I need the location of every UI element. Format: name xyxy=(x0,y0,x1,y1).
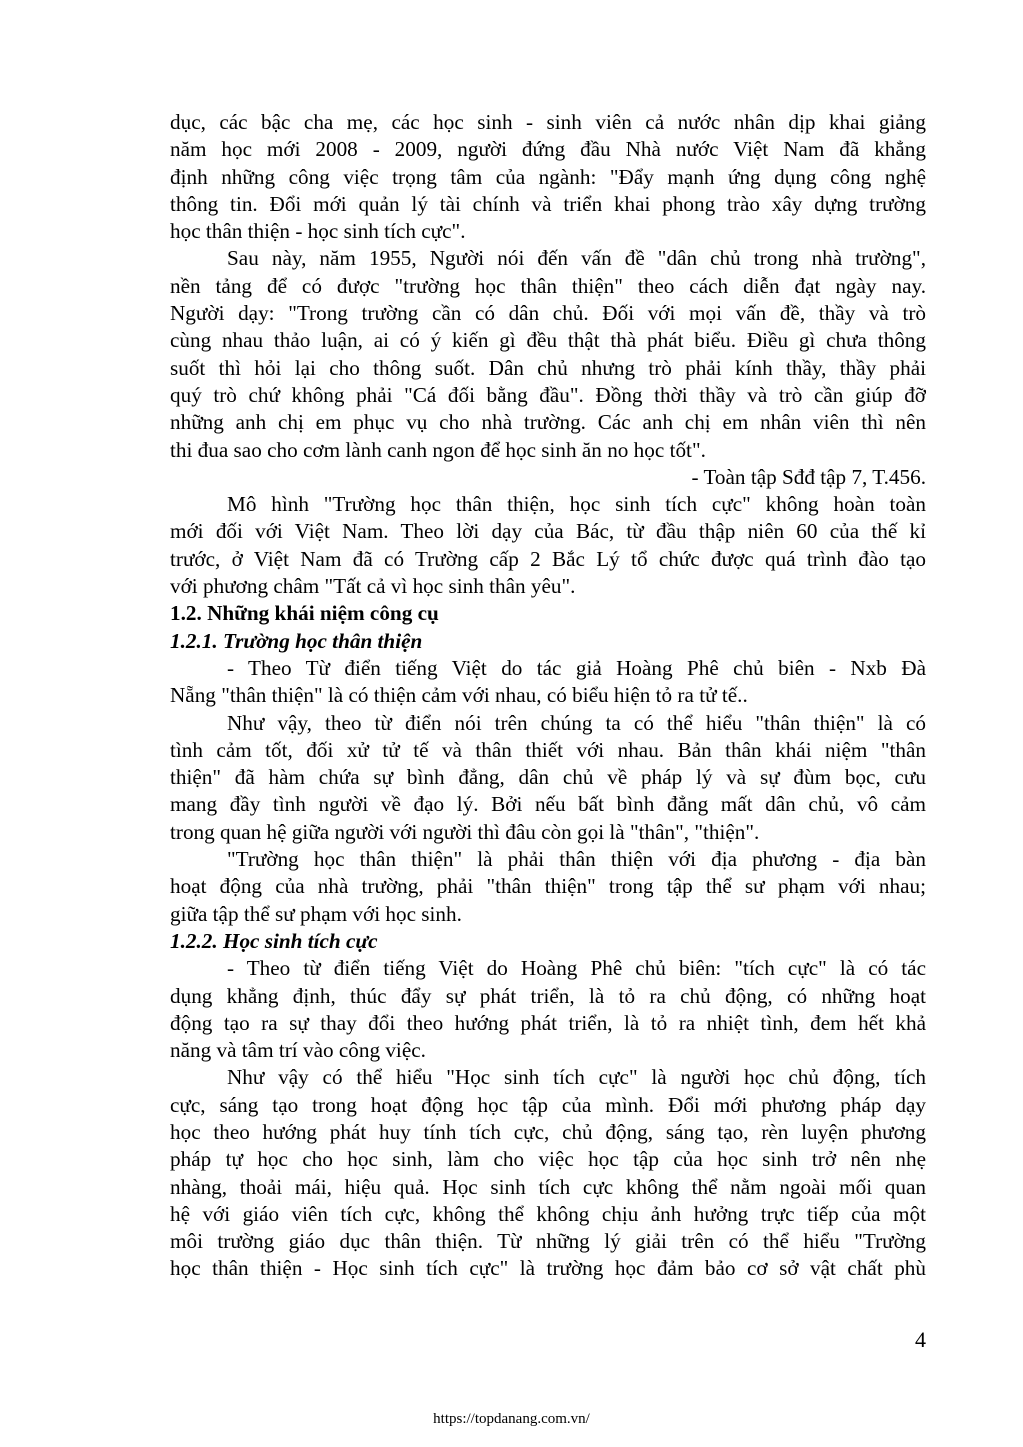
text-line: - Theo từ điển tiếng Việt do Hoàng Phê chủ biên: "tích cực" là có tác xyxy=(227,956,926,981)
text-line: Người dạy: "Trong trường cần có dân chủ. Đối với mọi vấn đề, thầy và trò xyxy=(170,301,926,326)
text-line: dục, các bậc cha mẹ, các học sinh - sinh viên cả nước nhân dịp khai giảng xyxy=(170,110,926,134)
text-line: thi đua sao cho cơm lành canh ngon để học sinh ăn no học tốt". xyxy=(170,437,706,462)
text-line: năng và tâm trí vào công việc. xyxy=(170,1038,426,1063)
text-line: học thân thiện - học sinh tích cực". xyxy=(170,219,466,244)
section-heading: 1.2.1. Trường học thân thiện xyxy=(170,628,423,653)
footer-url[interactable]: https://topdanang.com.vn/ xyxy=(433,1411,590,1427)
text-line: học theo hướng phát huy tính tích cực, chủ động, sáng tạo, rèn luyện phương xyxy=(170,1119,926,1144)
text-line: Như vậy có thể hiểu "Học sinh tích cực" là người học chủ động, tích xyxy=(227,1065,926,1090)
text-line: năm học mới 2008 - 2009, người đứng đầu Nhà nước Việt Nam đã khẳng xyxy=(170,137,926,162)
text-line: hệ với giáo viên tích cực, không thể không chịu ảnh hưởng trực tiếp của một xyxy=(170,1201,926,1226)
text-line: thiện" đã hàm chứa sự bình đẳng, dân chủ về pháp lý và sự đùm bọc, cưu xyxy=(170,765,926,790)
text-line: - Theo Từ điển tiếng Việt do tác giả Hoàng Phê chủ biên - Nxb Đà xyxy=(227,655,926,680)
page-number: 4 xyxy=(915,1327,926,1352)
text-line: giữa tập thể sư phạm với học sinh. xyxy=(170,901,462,926)
section-heading: 1.2.2. Học sinh tích cực xyxy=(170,928,378,953)
text-line: Nẵng "thân thiện" là có thiện cảm với nhau, có biểu hiện tỏ ra tử tế.. xyxy=(170,683,748,708)
text-line: - Toàn tập Sđđ tập 7, T.456. xyxy=(691,464,926,489)
text-line: môi trường giáo dục thân thiện. Từ những lý giải trên có thể hiểu "Trường xyxy=(170,1229,926,1254)
text-line: "Trường học thân thiện" là phải thân thiện với địa phương - địa bàn xyxy=(227,847,926,872)
text-line: với phương châm "Tất cả vì học sinh thân yêu". xyxy=(170,574,576,599)
text-line: hoạt động của nhà trường, phải "thân thiện" trong tập thể sư phạm với nhau; xyxy=(170,874,926,899)
text-line: Mô hình "Trường học thân thiện, học sinh tích cực" không hoàn toàn xyxy=(227,492,926,517)
text-line: mang đầy tình người về đạo lý. Bởi nếu bất bình đẳng mất dân chủ, vô cảm xyxy=(170,792,926,817)
text-line: nền tảng để có được "trường học thân thiện" theo cách diễn đạt ngày nay. xyxy=(170,273,926,298)
document-body xyxy=(170,109,926,1283)
text-line: Sau này, năm 1955, Người nói đến vấn đề "dân chủ trong nhà trường", xyxy=(227,246,926,271)
text-line: quý trò chứ không phải "Cá đối bằng đầu". Đồng thời thầy và trò cần giúp đỡ xyxy=(170,382,926,407)
text-line: cực, sáng tạo trong hoạt động học tập của mình. Đổi mới phương pháp dạy xyxy=(170,1092,926,1117)
text-line: những anh chị em phục vụ cho nhà trường. Các anh chị em nhân viên thì nên xyxy=(170,410,926,435)
text-line: suốt thì hỏi lại cho thông suốt. Dân chủ nhưng trò phải kính thầy, thầy phải xyxy=(170,355,926,380)
text-line: cùng nhau thảo luận, ai có ý kiến gì đều thật thà phát biểu. Điều gì chưa thông xyxy=(170,328,926,353)
text-line: động tạo ra sự thay đổi theo hướng phát triển, là tỏ ra nhiệt tình, đem hết khả xyxy=(170,1010,926,1035)
text-line: nhàng, thoải mái, hiệu quả. Học sinh tích cực không thể nằm ngoài mối quan xyxy=(170,1174,926,1199)
text-line: mới đối với Việt Nam. Theo lời dạy của Bác, từ đầu thập niên 60 của thế kỉ xyxy=(170,519,926,544)
text-line: trong quan hệ giữa người với người thì đâu còn gọi là "thân", "thiện". xyxy=(170,819,760,844)
text-line: định những công việc trọng tâm của ngành: "Đẩy mạnh ứng dụng công nghệ xyxy=(170,164,926,189)
section-heading: 1.2. Những khái niệm công cụ xyxy=(170,601,439,626)
text-line: trước, ở Việt Nam đã có Trường cấp 2 Bắc Lý tổ chức được quá trình đào tạo xyxy=(170,546,926,571)
text-line: Như vậy, theo từ điển nói trên chúng ta có thể hiểu "thân thiện" là có xyxy=(227,710,926,735)
text-line: học thân thiện - Học sinh tích cực" là trường học đảm bảo cơ sở vật chất phù xyxy=(170,1256,926,1281)
text-line: thông tin. Đổi mới quản lý tài chính và triển khai phong trào xây dựng trường xyxy=(170,191,926,216)
text-line: dụng khẳng định, thúc đẩy sự phát triển, là tỏ ra chủ động, có những hoạt xyxy=(170,983,926,1008)
text-line: tình cảm tốt, đối xử tử tế và thân thiết với nhau. Bản thân khái niệm "thân xyxy=(170,737,926,762)
text-line: pháp tự học cho học sinh, làm cho việc học tập của học sinh trở nên nhẹ xyxy=(170,1147,926,1172)
